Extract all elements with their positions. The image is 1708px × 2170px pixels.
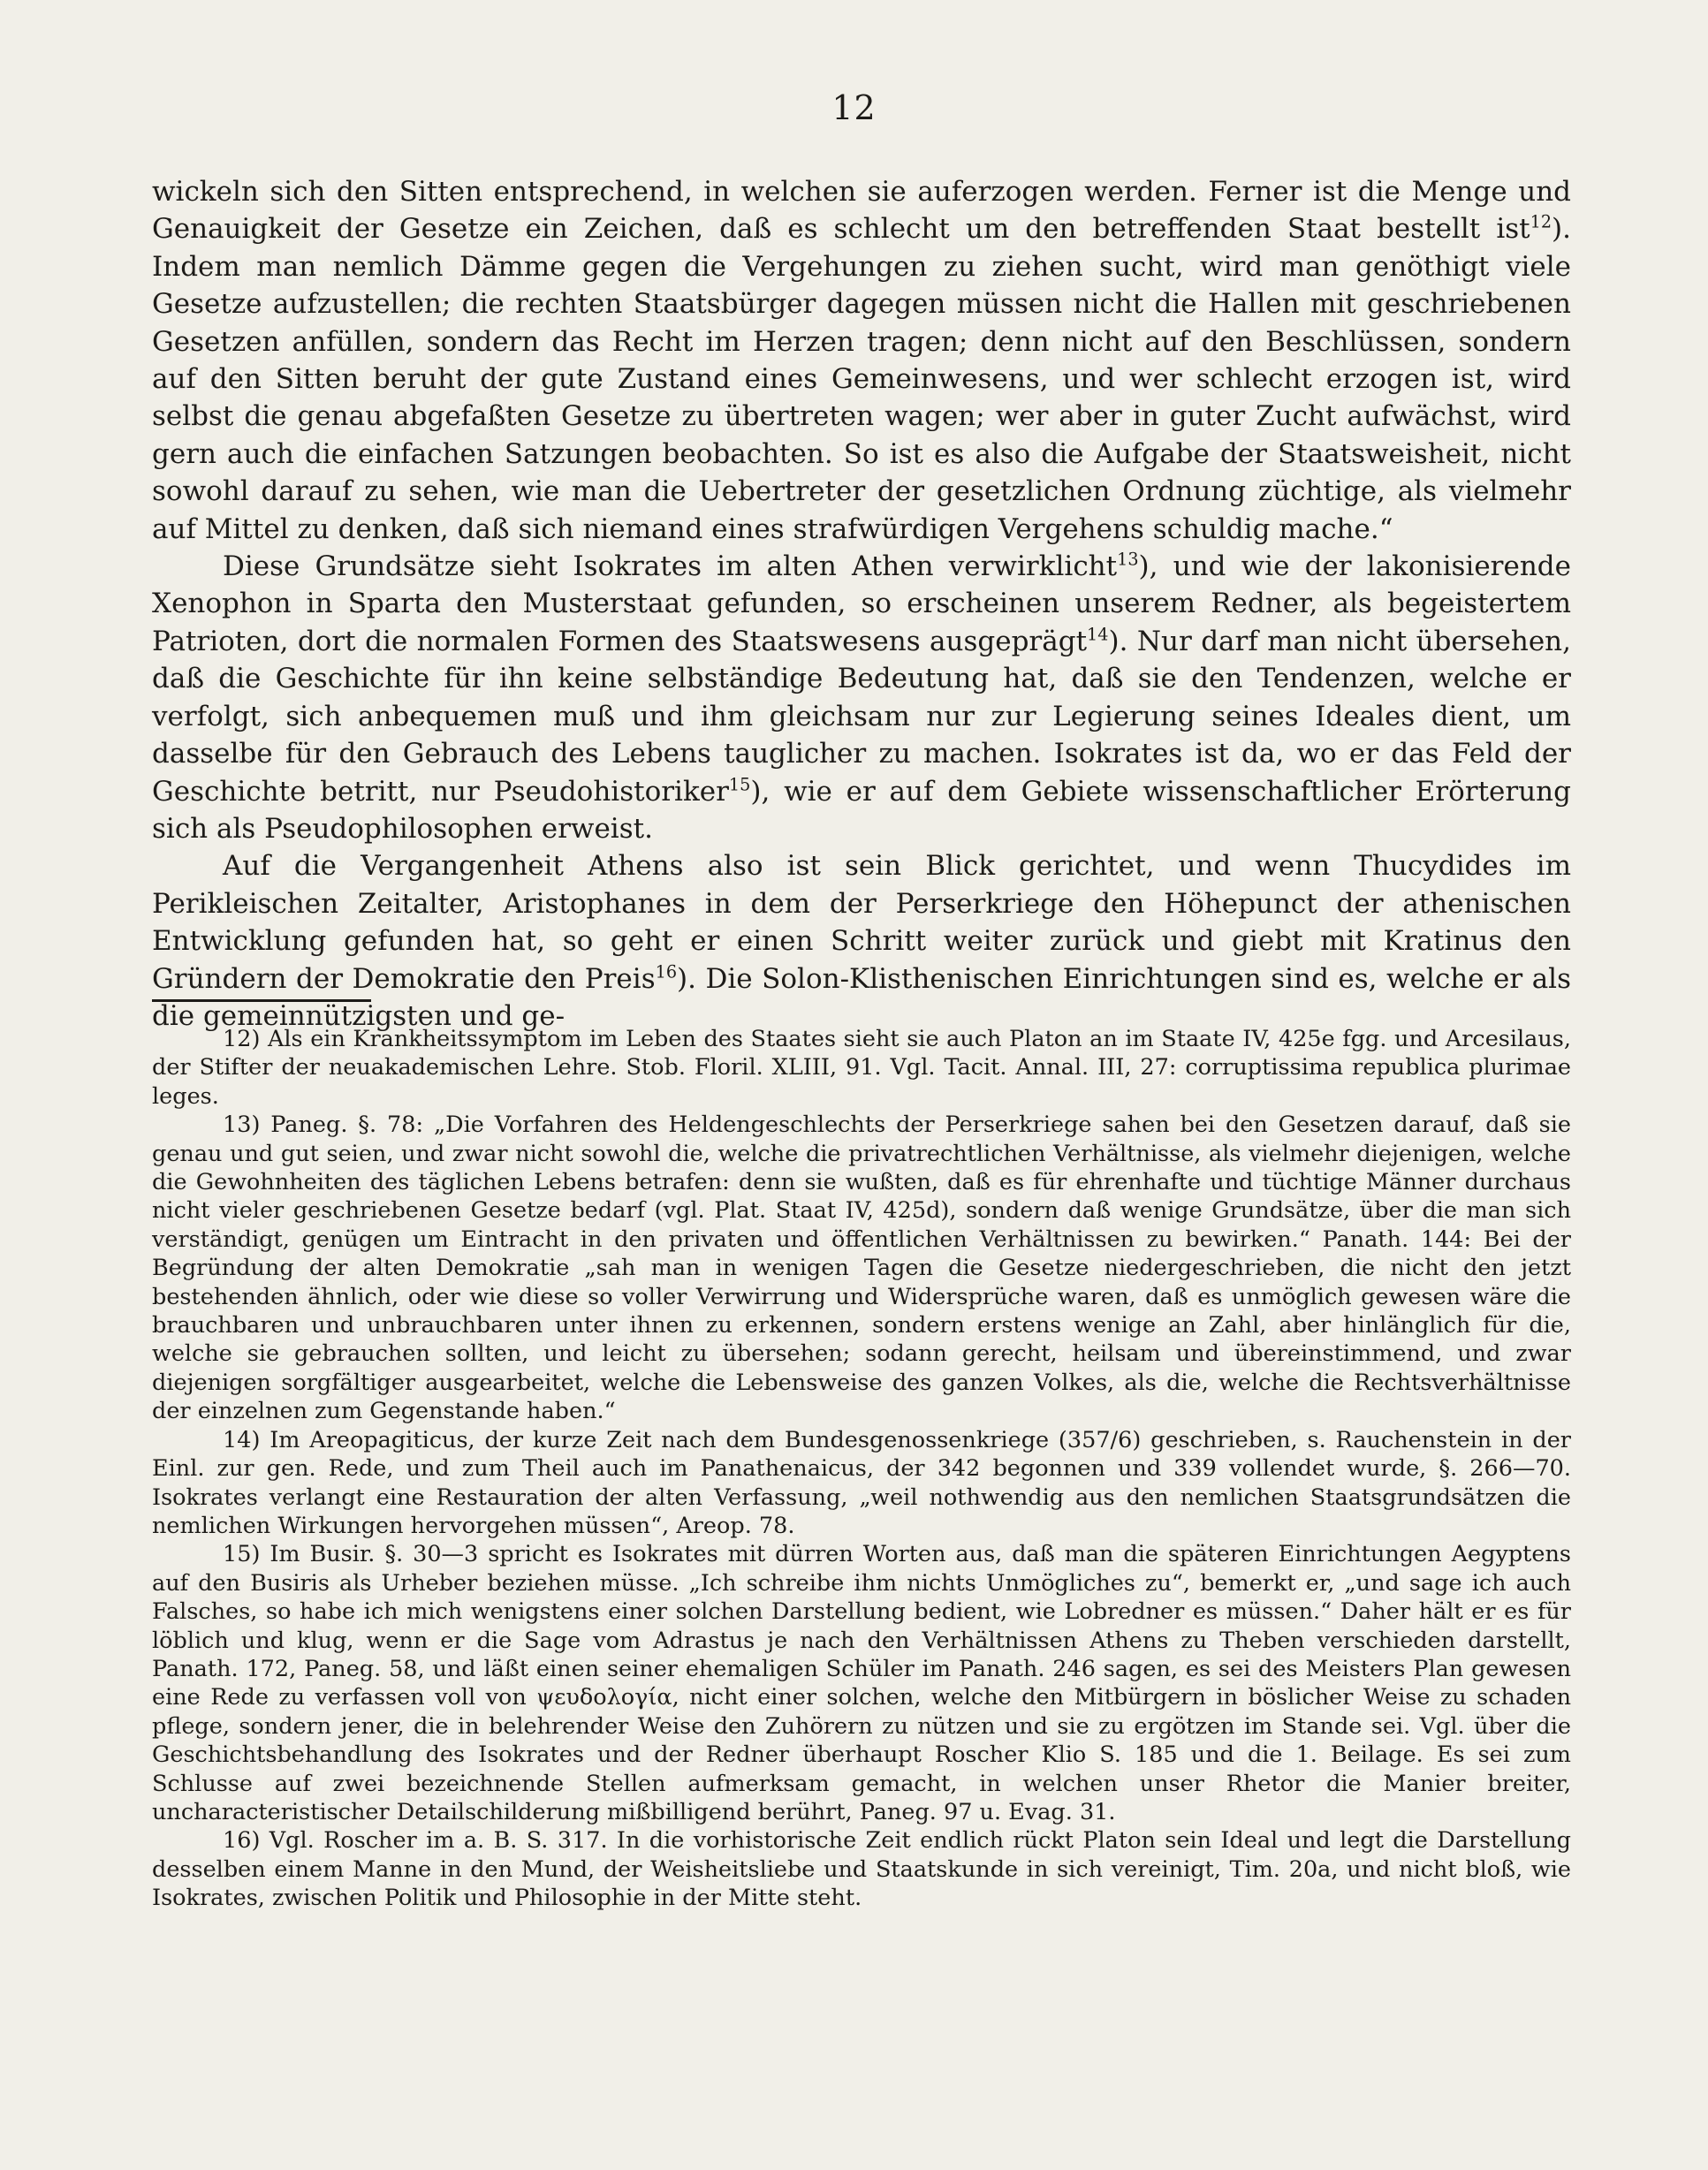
- footnote-ref-15: 15: [728, 774, 751, 795]
- text-run: ). Nur darf man nicht übersehen, daß die Geschichte für ihn keine selbständige Bedeutung hat, daß sie den Tendenzen, welche er verfolgt, sich anbequemen muß und ihm gleichsam nur zur Legierung seines Ideales dient, um dasselbe für den Gebrauch des Lebens tauglicher zu machen. Isokrates ist da, wo er das Feld der Geschichte betritt, nur Pseudohistoriker: [152, 625, 1571, 808]
- text-run: Diese Grundsätze sieht Isokrates im alten Athen verwirklicht: [223, 550, 1118, 583]
- main-text: [152, 173, 1571, 1035]
- footnote-16: 16) Vgl. Roscher im a. B. S. 317. In die vorhistorische Zeit endlich rückt Platon sein Ideal und legt die Darstellung desselben einem Manne in den Mund, der Weisheitsliebe und Staatskunde in sich vereinigt, Tim. 20a, und nicht bloß, wie Isokrates, zwischen Politik und Philosophie in der Mitte steht.: [152, 1827, 1571, 1912]
- footnote-13: 13) Paneg. §. 78: „Die Vorfahren des Heldengeschlechts der Perserkriege sahen bei den Gesetzen darauf, daß sie genau und gut seien, und zwar nicht sowohl die, welche die privatrechtlichen Verhältnisse, als vielmehr diejenigen, welche die Gewohnheiten des täglichen Lebens betrafen: denn sie wußten, daß es für ehrenhafte und tüchtige Männer durchaus nicht vieler geschriebenen Gesetze bedarf (vgl. Plat. Staat IV, 425d), sondern daß wenige Grundsätze, über die man sich verständigt, genügen um Eintracht in den privaten und öffentlichen Verhältnissen zu bewirken.“ Panath. 144: Bei der Begründung der alten Demokratie „sah man in wenigen Tagen die Gesetze niedergeschrieben, die nicht den jetzt bestehenden ähnlich, oder wie diese so voller Verwirrung und Widersprüche waren, daß es unmöglich gewesen wäre die brauchbaren und unbrauchbaren unter ihnen zu erkennen, sondern erstens wenige an Zahl, aber hinlänglich für die, welche sie gebrauchen sollten, und leicht zu übersehen; sodann gerecht, heilsam und übereinstimmend, und zwar diejenigen sorgfältiger ausgearbeitet, welche die Lebensweise des ganzen Volkes, als die, welche die Rechtsverhältnisse der einzelnen zum Gegenstande haben.“: [152, 1112, 1571, 1425]
- paragraph-3: [152, 847, 1571, 1035]
- text-run: wickeln sich den Sitten entsprechend, in welchen sie auferzogen werden. Ferner ist die Menge und Genauigkeit der Gesetze ein Zeichen, daß es schlecht um den betreffenden Staat bestellt ist: [152, 176, 1571, 246]
- text-run: ), wie er auf dem Gebiete wissenschaftlicher Erörterung sich als Pseudophilosophen erweist.: [152, 775, 1571, 845]
- text-run: ). Die Solon-Klisthenischen Einrichtungen sind es, welche er als die gemeinnützigsten und ge-: [152, 962, 1571, 1032]
- footnote-14: 14) Im Areopagiticus, der kurze Zeit nach dem Bundesgenossenkriege (357/6) geschrieben, s. Rauchenstein in der Einl. zur gen. Rede, und zum Theil auch im Panathenaicus, der 342 begonnen und 339 vollendet wurde, §. 266—70. Isokrates verlangt eine Restauration der alten Verfassung, „weil nothwendig aus den nemlichen Staatsgrundsätzen die nemlichen Wirkungen hervorgehen müssen“, Areop. 78.: [152, 1426, 1571, 1539]
- footnote-ref-14: 14: [1087, 624, 1109, 645]
- paragraph-1: [152, 173, 1571, 548]
- text-run: ). Indem man nemlich Dämme gegen die Vergehungen zu ziehen sucht, wird man genöthigt viele Gesetze aufzustellen; die rechten Staatsbürger dagegen müssen nicht die Hallen mit geschriebenen Gesetzen anfüllen, sondern das Recht im Herzen tragen; denn nicht auf den Beschlüssen, sondern auf den Sitten beruht der gute Zustand eines Gemeinwesens, und wer schlecht erzogen ist, wird selbst die genau abgefaßten Gesetze zu übertreten wagen; wer aber in guter Zucht aufwächst, wird gern auch die einfachen Satzungen beobachten. So ist es also die Aufgabe der Staatsweisheit, nicht sowohl darauf zu sehen, wie man die Uebertreter der gesetzlichen Ordnung züchtige, als vielmehr auf Mittel zu denken, daß sich niemand eines strafwürdigen Vergehens schuldig mache.“: [152, 213, 1571, 545]
- page-number: 12: [831, 88, 877, 127]
- footnotes: [152, 1025, 1571, 1913]
- text-run: Auf die Vergangenheit Athens also ist sein Blick gerichtet, und wenn Thucydides im Perikleischen Zeitalter, Aristophanes in dem der Perserkriege den Höhepunct der athenischen Entwicklung gefunden hat, so geht er einen Schritt weiter zurück und giebt mit Kratinus den Gründern der Demokratie den Preis: [152, 850, 1571, 995]
- footnote-ref-16: 16: [655, 961, 678, 983]
- paragraph-2: [152, 548, 1571, 847]
- footnote-ref-12: 12: [1530, 212, 1552, 233]
- footnote-separator: [152, 999, 371, 1002]
- footnote-ref-13: 13: [1117, 549, 1139, 570]
- footnote-15: 15) Im Busir. §. 30—3 spricht es Isokrates mit dürren Worten aus, daß man die späteren Einrichtungen Aegyptens auf den Busiris als Urheber beziehen müsse. „Ich schreibe ihm nichts Unmögliches zu“, bemerkt er, „und sage ich auch Falsches, so habe ich mich wenigstens einer solchen Darstellung bedient, wie Lobredner es müssen.“ Daher hält er es für löblich und klug, wenn er die Sage vom Adrastus je nach den Verhältnissen Athens zu Theben verschieden darstellt, Panath. 172, Paneg. 58, und läßt einen seiner ehemaligen Schüler im Panath. 246 sagen, es sei des Meisters Plan gewesen eine Rede zu verfassen voll von ψευδολογία, nicht einer solchen, welche den Mitbürgern in böslicher Weise zu schaden pflege, sondern jener, die in belehrender Weise den Zuhörern zu nützen und sie zu ergötzen im Stande sei. Vgl. über die Geschichtsbehandlung des Isokrates und der Redner überhaupt Roscher Klio S. 185 und die 1. Beilage. Es sei zum Schlusse auf zwei bezeichnende Stellen aufmerksam gemacht, in welchen unser Rhetor die Manier breiter, uncharacteristischer Detailschilderung mißbilligend berührt, Paneg. 97 u. Evag. 31.: [152, 1541, 1571, 1825]
- text-run: ), und wie der lakonisierende Xenophon in Sparta den Musterstaat gefunden, so erscheinen unserem Redner, als begeistertem Patrioten, dort die normalen Formen des Staatswesens ausgeprägt: [152, 550, 1571, 657]
- footnote-12: 12) Als ein Krankheitssymptom im Leben des Staates sieht sie auch Platon an im Staate IV, 425e fgg. und Arcesilaus, der Stifter der neuakademischen Lehre. Stob. Floril. XLIII, 91. Vgl. Tacit. Annal. III, 27: corruptissima republica plurimae leges.: [152, 1026, 1571, 1110]
